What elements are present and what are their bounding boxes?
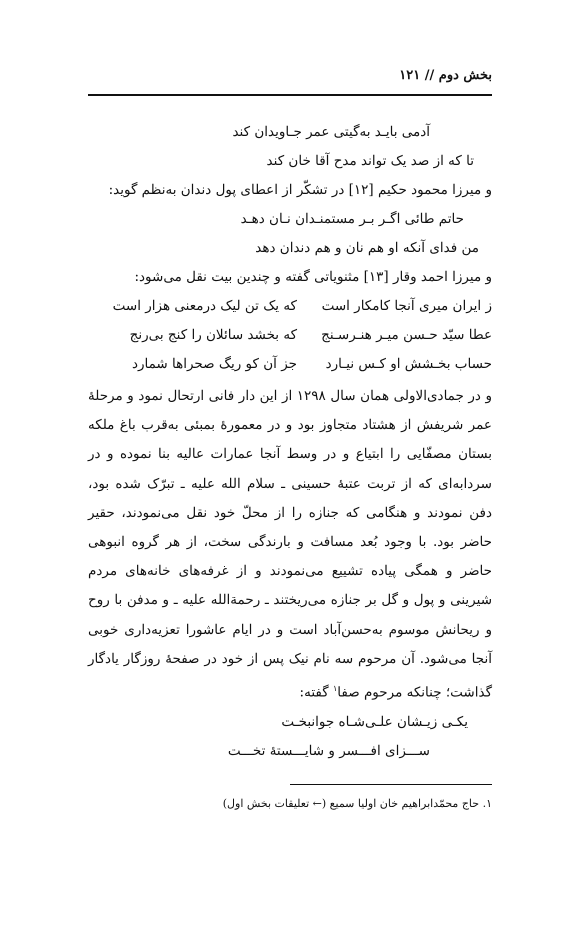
footnote-marker: ۱ <box>332 684 338 694</box>
verse-line: تا که از صد یک تواند مدح آقا خان کند <box>266 153 474 169</box>
verse-line: من فدای آنکه او هم نان و هم دندان دهد <box>255 240 479 256</box>
verse-line: حاتم طائی اگـر بـر مستمنـدان نـان دهـد <box>240 211 464 227</box>
verse-line: آدمی بایـد به‌گیتی عمر جـاویدان کند <box>232 124 430 140</box>
hemistich-second: که بخشد سائلان را کنج بی‌رنج <box>129 327 297 343</box>
verse-line: ســـزای افـــسر و شایـــستهٔ تخـــت <box>227 742 430 759</box>
hemistich-first: ز ایران میری آنجا کامکار است <box>321 298 492 314</box>
hemistich-first: حساب بخـشش او کـس نیـارد <box>325 356 492 372</box>
prose-line: و میرزا محمود حکیم [۱۲] در تشکّر از اعطای پول دندان به‌نظم گوید: <box>108 182 492 198</box>
prose-line: و میرزا احمد وقار [۱۳] مثنویاتی گفته و چندین بیت نقل می‌شود: <box>134 269 492 285</box>
header-rule <box>88 94 492 96</box>
verse-line: یکـی زیـشان علـی‌شـاه جوانبخـت <box>281 713 468 730</box>
paragraph-text: و در جمادی‌الاولی همان سال ۱۲۹۸ از این دار فانی ارتحال نمود و مرحلهٔ عمر شریفش از هشتاد متجاوز بود و در معمورهٔ بمبئی به‌قرب باغ ملکه بستان مصفّایی را ابتیاع و در وسط آنجا عمارات عالیه بنا نموده و در سردابه‌ای که از تربت عتبهٔ حسینی ـ سلام الله علیه ـ تبرّک شده بود، دفن نمودند و هنگامی که جنازه را از محلّ خود نقل می‌نمودند، حقیر حاضر بود. با وجود بُعد مسافت و بارندگی سخت، از هر گروه انبوهی حاضر و همگی پیاده تشییع می‌نمودند و از غرفه‌های خانه‌های مردم شیرینی و پول و گل بر جنازه می‌ریختند ـ رحمةالله علیه ـ و مدفن با روح و ریحانش موسوم به‌حسن‌آباد است و در ایام عاشورا تعزیه‌داری خوبی آنجا می‌شود. آن مرحوم سه نام نیک پس از خود در صفحهٔ روزگار یادگار گذاشت؛ چنانکه مرحوم صفا <box>88 388 492 701</box>
hemistich-second: جز آن کو ریگ صحراها شمارد <box>131 356 297 372</box>
footnote-separator <box>290 784 492 785</box>
hemistich-first: عطا سیّد حـسن میـر هنـرسـنج <box>321 327 492 343</box>
running-head: بخش دوم // ۱۲۱ <box>399 68 492 83</box>
paragraph-text: گفته: <box>299 684 333 701</box>
hemistich-second: که یک تن لیک درمعنی هزار است <box>112 298 297 314</box>
page-body <box>88 118 492 766</box>
body-paragraph <box>88 382 492 708</box>
footnote: ۱. حاج محمّدابراهیم خان اولیا سمیع (← تعلیقات بخش اول) <box>222 797 492 810</box>
couplet <box>88 321 492 350</box>
couplet <box>88 350 492 379</box>
couplet <box>88 292 492 321</box>
